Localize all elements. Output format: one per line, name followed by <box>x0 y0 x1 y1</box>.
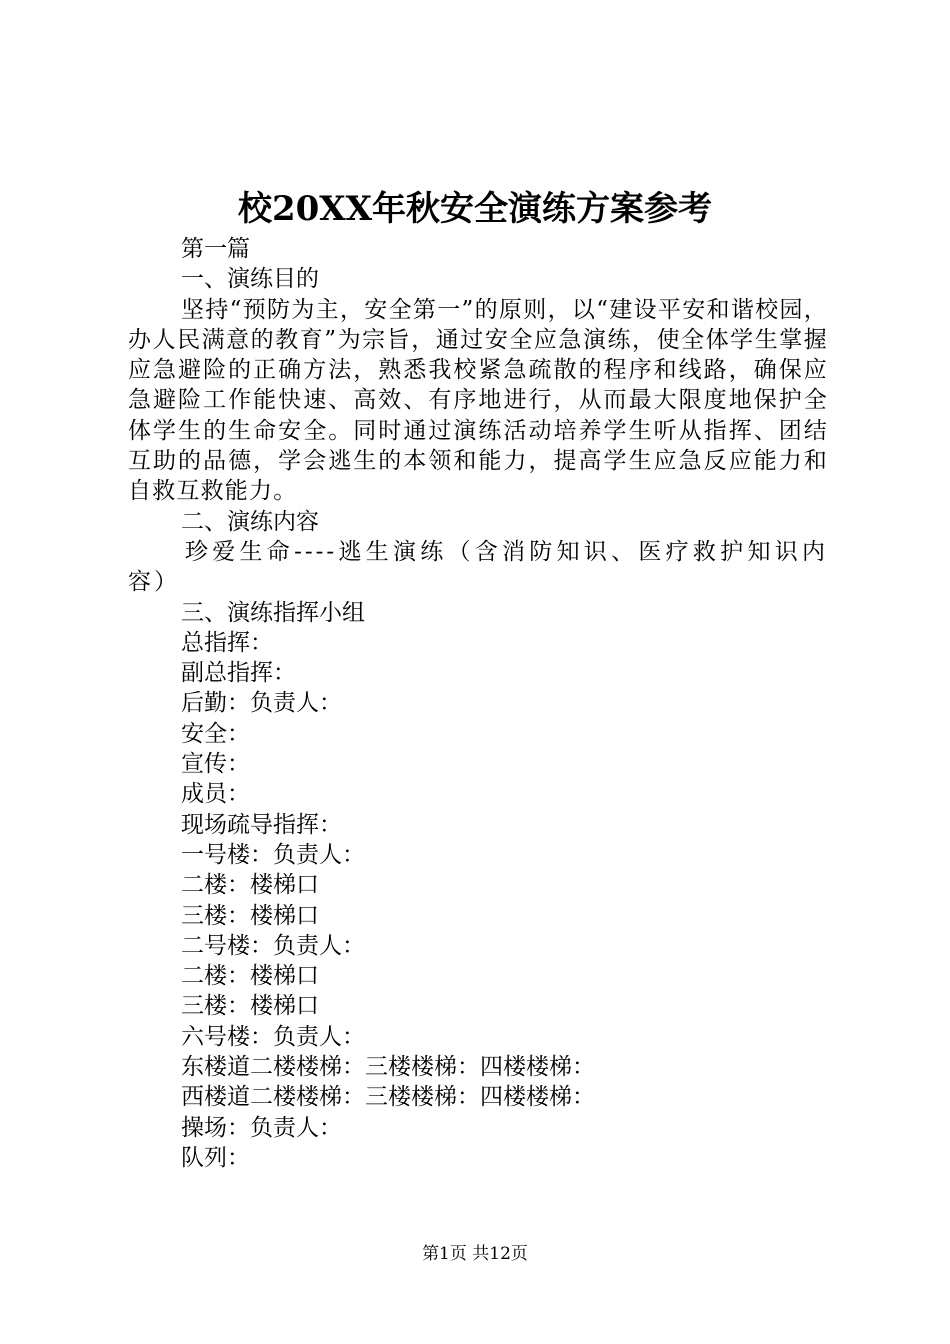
list-item: 六号楼：负责人： <box>181 1023 365 1050</box>
list-item: 东楼道二楼楼梯：三楼楼梯：四楼楼梯： <box>181 1054 595 1081</box>
list-item: 二楼：楼梯口 <box>181 872 319 899</box>
list-item: 三楼：楼梯口 <box>181 902 319 929</box>
section-heading-command-group: 三、演练指挥小组 <box>181 599 365 626</box>
list-item: 队列： <box>181 1144 250 1171</box>
document-title: 校20XX年秋安全演练方案参考 <box>237 189 713 229</box>
list-item: 二号楼：负责人： <box>181 932 365 959</box>
list-item: 成员： <box>181 781 250 808</box>
list-item: 一号楼：负责人： <box>181 841 365 868</box>
purpose-paragraph: 坚持“预防为主，安全第一”的原则，以“建设平安和谐校园，办人民满意的教育”为宗旨，通过安全应急演练，使全体学生掌握应急避险的正确方法，熟悉我校紧急疏散的程序和线路，确保应急避险工作能快速、高效、有序地进行，从而最大限度地保护全体学生的生命安全。同时通过演练活动培养学生听从指挥、团结互助的品德，学会逃生的本领和能力，提高学生应急反应能力和自救互救能力。 <box>128 296 828 505</box>
list-item: 二楼：楼梯口 <box>181 963 319 990</box>
document-body <box>128 234 828 1173</box>
list-item: 现场疏导指挥： <box>181 811 342 838</box>
section-heading-purpose: 一、演练目的 <box>181 266 319 293</box>
list-item: 副总指挥： <box>181 660 296 687</box>
list-item: 操场：负责人： <box>181 1114 342 1141</box>
list-item: 安全： <box>181 720 250 747</box>
list-item: 三楼：楼梯口 <box>181 993 319 1020</box>
part-label: 第一篇 <box>181 236 250 262</box>
list-item: 西楼道二楼楼梯：三楼楼梯：四楼楼梯： <box>181 1084 595 1111</box>
content-paragraph: 珍爱生命----逃生演练（含消防知识、医疗救护知识内容） <box>128 538 828 596</box>
list-item: 后勤：负责人： <box>181 690 342 717</box>
list-item: 宣传： <box>181 751 250 778</box>
section-heading-content: 二、演练内容 <box>181 508 319 535</box>
page-footer: 第1页 共12页 <box>422 1244 528 1264</box>
list-item: 总指挥： <box>181 629 273 656</box>
